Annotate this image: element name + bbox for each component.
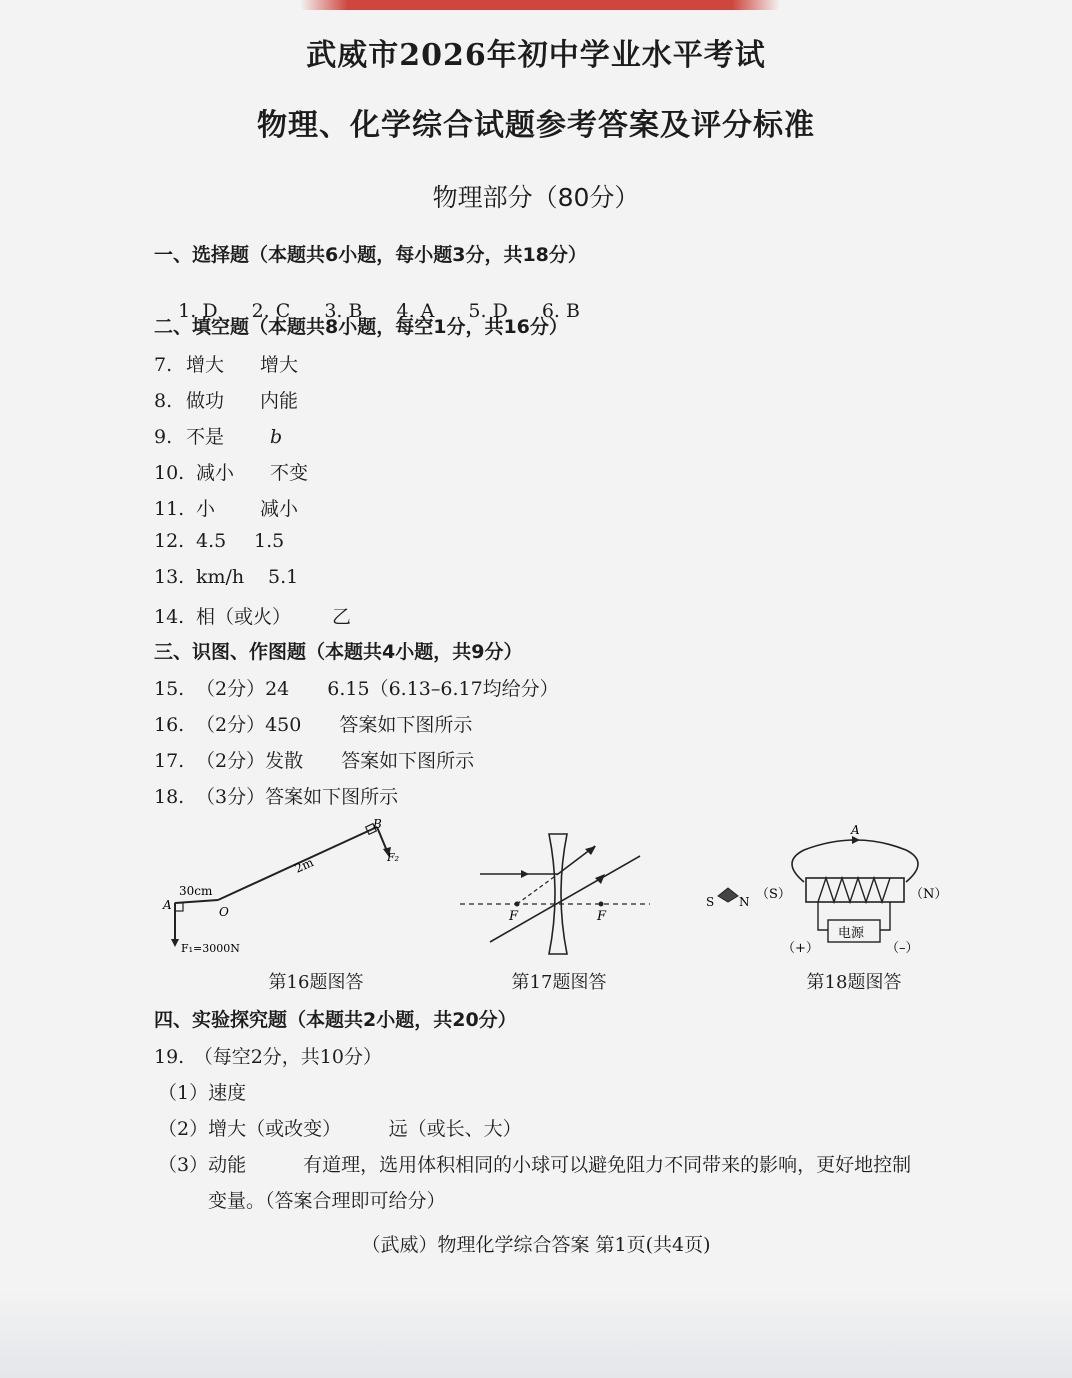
label-o: O xyxy=(219,905,229,919)
fill-answer-11: 11. 小 减小 xyxy=(154,498,299,520)
exam-title: 武威市2026年初中学业水平考试 xyxy=(306,38,766,73)
virtual-extension-ray xyxy=(517,874,558,904)
figure-17-concave-lens xyxy=(455,822,655,962)
label-s-coil: （S） xyxy=(756,887,791,902)
label-n-magnet: N xyxy=(739,895,750,909)
diagram-answer-17: 17. （2分）发散 答案如下图所示 xyxy=(154,750,475,772)
answer-key-title: 物理、化学综合试题参考答案及评分标准 xyxy=(257,108,815,143)
section4-heading: 四、实验探究题（本题共2小题，共20分） xyxy=(154,1009,517,1031)
choice-answer: 2. C xyxy=(251,300,291,322)
choice-answer: 6. B xyxy=(541,300,580,322)
fill-answer-14: 14. 相（或火） 乙 xyxy=(154,606,352,628)
wire-left xyxy=(818,902,828,930)
magnetic-field-line xyxy=(792,840,918,882)
wire-right xyxy=(880,902,890,930)
question-19-header: 19. （每空2分，共10分） xyxy=(154,1046,382,1068)
label-f-left: F xyxy=(509,909,519,924)
bottom-shadow xyxy=(0,1290,1072,1378)
fill-answer-12: 12. 4.5 1.5 xyxy=(154,530,285,552)
lens-shape xyxy=(549,834,567,954)
section3-heading: 三、识图、作图题（本题共4小题，共9分） xyxy=(154,641,523,663)
focus-point-left xyxy=(515,902,520,907)
label-s-magnet: S xyxy=(706,895,715,909)
label-f2: F₂ xyxy=(387,851,400,864)
coil-winding xyxy=(818,878,890,902)
fill-answer-13: 13. km/h 5.1 xyxy=(154,566,299,588)
choice-answer: 5. D xyxy=(468,300,508,322)
choice-answer: 3. B xyxy=(324,300,363,322)
physics-section-title: 物理部分（80分） xyxy=(432,183,640,212)
fill-answer-7: 7. 增大 增大 xyxy=(154,354,299,376)
label-power: 电源 xyxy=(838,926,865,941)
label-b: B xyxy=(373,817,382,831)
section2-heading: 二、填空题（本题共8小题，每空1分，共16分） xyxy=(154,316,568,338)
figure-17-caption: 第17题图答 xyxy=(511,972,607,993)
force-f1-arrowhead xyxy=(171,939,179,947)
label-a: A xyxy=(163,898,172,912)
choice-answer: 1. D xyxy=(178,300,218,322)
focus-point-right xyxy=(599,902,604,907)
label-f1: F₁=3000N xyxy=(181,942,240,955)
answer-19-2: （2）增大（或改变） 远（或长、大） xyxy=(158,1118,522,1140)
page-footer: （武威）物理化学综合答案 第1页(共4页) xyxy=(361,1234,711,1256)
figure-18-caption: 第18题图答 xyxy=(806,972,902,993)
answer-19-1: （1）速度 xyxy=(158,1082,247,1104)
red-header-banner xyxy=(300,0,780,10)
section1-heading: 一、选择题（本题共6小题，每小题3分，共18分） xyxy=(154,244,587,266)
answer-19-3: （3）动能 有道理，选用体积相同的小球可以避免阻力不同带来的影响，更好地控制 xyxy=(158,1154,912,1176)
ray-arrow xyxy=(521,870,529,878)
label-f-right: F xyxy=(597,909,607,924)
fill-answer-8: 8. 做功 内能 xyxy=(154,390,299,412)
diagram-answer-15: 15. （2分）24 6.15（6.13–6.17均给分） xyxy=(154,678,559,700)
compass-needle xyxy=(718,888,738,902)
label-n-coil: （N） xyxy=(910,887,948,902)
label-plus: （+） xyxy=(782,941,819,956)
fill-answer-9: 9. 不是 b xyxy=(154,426,283,448)
ray-arrow xyxy=(585,846,596,855)
diagram-answer-16: 16. （2分）450 答案如下图所示 xyxy=(154,714,473,736)
label-a: A xyxy=(851,823,860,837)
figure-18-electromagnet xyxy=(700,820,980,960)
right-angle-mark xyxy=(175,903,183,911)
label-2m: 2m xyxy=(292,855,316,876)
ray-arrow xyxy=(595,874,605,884)
figure-16-lever xyxy=(155,815,415,965)
label-minus: （–） xyxy=(886,941,919,956)
answer-19-3-continued: 变量。（答案合理即可给分） xyxy=(208,1190,446,1212)
label-30cm: 30cm xyxy=(179,884,213,898)
diagram-answer-18: 18. （3分）答案如下图所示 xyxy=(154,786,399,808)
fill-answer-10: 10. 减小 不变 xyxy=(154,462,309,484)
figure-16-caption: 第16题图答 xyxy=(268,972,364,993)
choice-answer: 4. A xyxy=(396,300,435,322)
field-direction-arrow xyxy=(852,836,860,844)
